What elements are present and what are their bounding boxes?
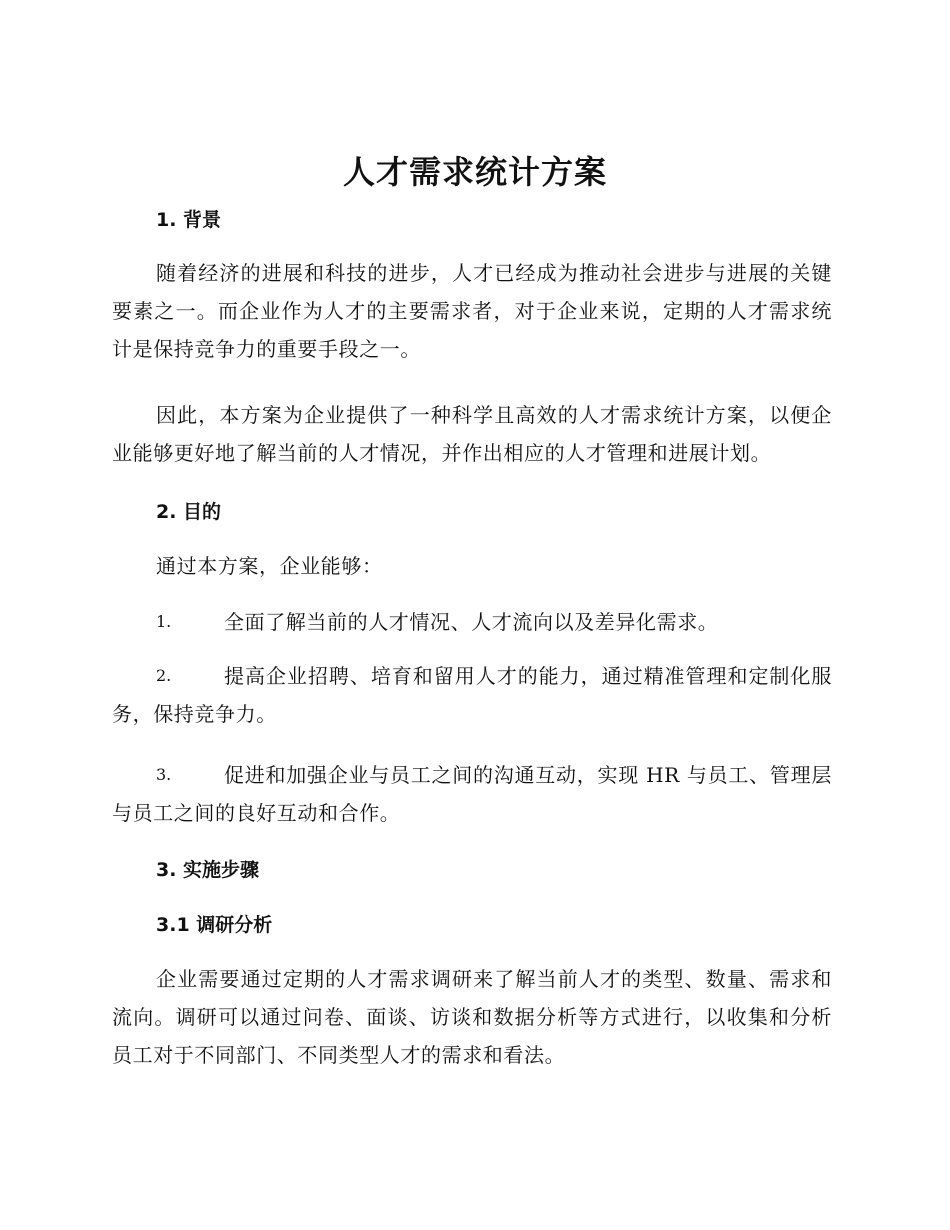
section-heading-steps: 3. 实施步骤 — [156, 859, 260, 881]
list-item — [112, 657, 832, 733]
subsection-heading-research: 3.1 调研分析 — [156, 914, 273, 936]
list-item-number: 2. — [156, 666, 172, 685]
list-item-number: 3. — [156, 765, 172, 784]
background-paragraph-1: 随着经济的进展和科技的进步，人才已经成为推动社会进步与进展的关键要素之一。而企业作为人才的主要需求者，对于企业来说，定期的人才需求统计是保持竞争力的重要手段之一。 — [112, 261, 832, 361]
list-item-text: 全面了解当前的人才情况、人才流向以及差异化需求。 — [224, 610, 719, 634]
list-item — [112, 756, 832, 832]
list-item-number: 1. — [156, 612, 172, 631]
background-paragraph-2: 因此，本方案为企业提供了一种科学且高效的人才需求统计方案，以便企业能够更好地了解当前的人才情况，并作出相应的人才管理和进展计划。 — [112, 403, 832, 465]
list-item — [112, 603, 832, 641]
list-item-text: 促进和加强企业与员工之间的沟通互动，实现 HR 与员工、管理层与员工之间的良好互动和合作。 — [112, 763, 832, 825]
section-heading-background: 1. 背景 — [156, 209, 222, 231]
list-item-text: 提高企业招聘、培育和留用人才的能力，通过精准管理和定制化服务，保持竞争力。 — [112, 664, 832, 726]
section-heading-goal: 2. 目的 — [156, 501, 222, 523]
document-title: 人才需求统计方案 — [342, 153, 607, 191]
research-paragraph: 企业需要通过定期的人才需求调研来了解当前人才的类型、数量、需求和流向。调研可以通过问卷、面谈、访谈和数据分析等方式进行，以收集和分析员工对于不同部门、不同类型人才的需求和看法。 — [112, 967, 832, 1067]
goal-intro: 通过本方案，企业能够： — [156, 554, 383, 578]
